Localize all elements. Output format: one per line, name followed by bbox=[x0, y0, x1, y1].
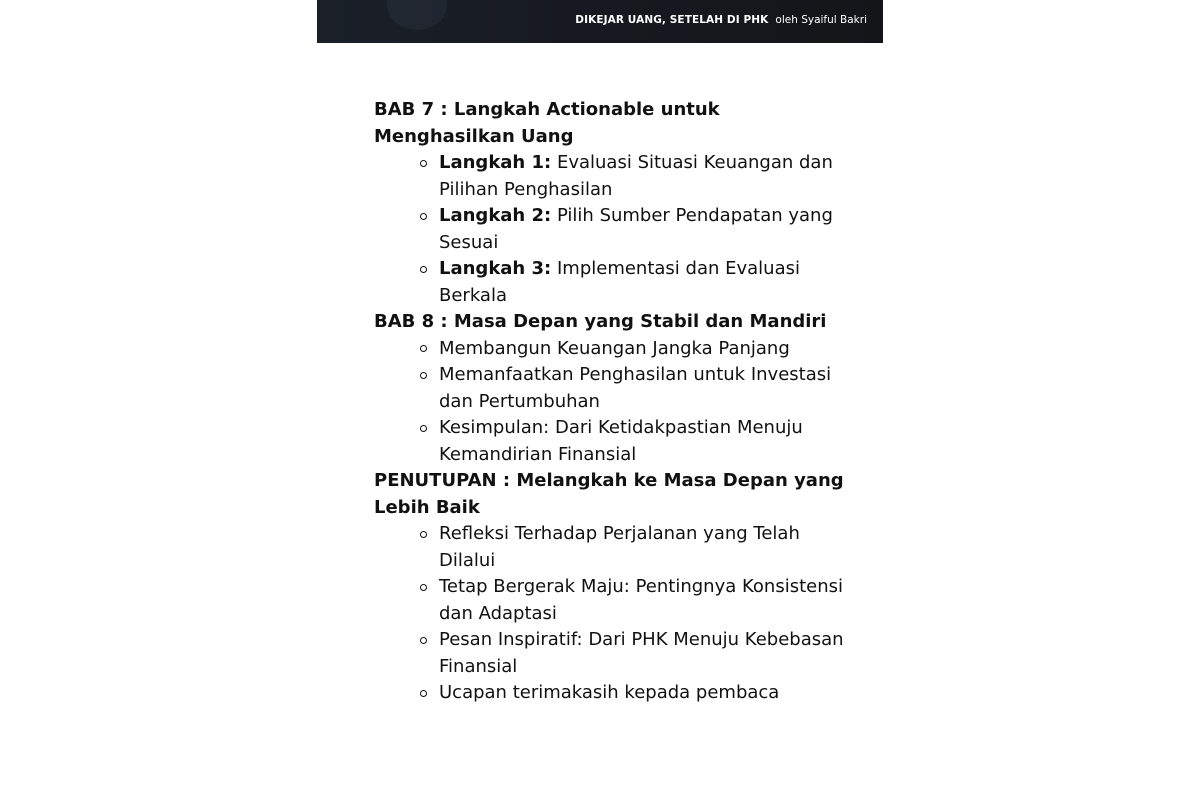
item-text: Implementasi dan Evaluasi Berkala bbox=[439, 258, 800, 306]
list-item bbox=[439, 256, 844, 309]
toc-section-penutupan bbox=[374, 468, 844, 707]
item-text: Ucapan terimakasih kepada pembaca bbox=[439, 682, 780, 703]
list-item bbox=[439, 362, 844, 415]
list-item bbox=[439, 627, 844, 680]
list-item bbox=[439, 574, 844, 627]
document-page bbox=[317, 0, 883, 800]
book-title: DIKEJAR UANG, SETELAH DI PHK bbox=[575, 13, 769, 26]
hollow-circle-bullet-icon bbox=[420, 690, 427, 697]
list-item bbox=[439, 150, 844, 203]
table-of-contents bbox=[374, 97, 844, 707]
toc-section-bab-7 bbox=[374, 97, 844, 309]
cover-photo-fragment bbox=[387, 0, 447, 30]
hollow-circle-bullet-icon bbox=[420, 345, 427, 352]
hollow-circle-bullet-icon bbox=[420, 372, 427, 379]
step-label: Langkah 3: bbox=[439, 258, 552, 279]
chapter-heading: PENUTUPAN : Melangkah ke Masa Depan yang Lebih Baik bbox=[374, 470, 844, 518]
item-text: Membangun Keuangan Jangka Panjang bbox=[439, 337, 790, 359]
book-header-banner bbox=[317, 0, 883, 43]
chapter-item-list bbox=[374, 150, 844, 309]
list-item bbox=[439, 336, 844, 363]
item-text: Tetap Bergerak Maju: Pentingnya Konsistensi dan Adaptasi bbox=[439, 576, 843, 624]
item-text: Evaluasi Situasi Keuangan dan Pilihan Penghasilan bbox=[439, 152, 833, 200]
chapter-item-list bbox=[374, 336, 844, 469]
item-text: Pilih Sumber Pendapatan yang Sesuai bbox=[439, 205, 833, 253]
toc-section-bab-8 bbox=[374, 309, 844, 468]
chapter-heading: BAB 7 : Langkah Actionable untuk Menghasilkan Uang bbox=[374, 99, 720, 147]
hollow-circle-bullet-icon bbox=[420, 531, 427, 538]
item-text: Memanfaatkan Penghasilan untuk Investasi dan Pertumbuhan bbox=[439, 364, 832, 412]
hollow-circle-bullet-icon bbox=[420, 637, 427, 644]
list-item bbox=[439, 521, 844, 574]
list-item bbox=[439, 203, 844, 256]
hollow-circle-bullet-icon bbox=[420, 425, 427, 432]
hollow-circle-bullet-icon bbox=[420, 160, 427, 167]
chapter-heading: BAB 8 : Masa Depan yang Stabil dan Mandiri bbox=[374, 311, 827, 332]
book-author: oleh Syaiful Bakri bbox=[775, 13, 867, 26]
hollow-circle-bullet-icon bbox=[420, 584, 427, 591]
item-text: Kesimpulan: Dari Ketidakpastian Menuju Kemandirian Finansial bbox=[439, 417, 803, 465]
step-label: Langkah 1: bbox=[439, 152, 552, 173]
hollow-circle-bullet-icon bbox=[420, 213, 427, 220]
item-text: Pesan Inspiratif: Dari PHK Menuju Kebebasan Finansial bbox=[439, 629, 844, 677]
chapter-item-list bbox=[374, 521, 844, 707]
item-text: Refleksi Terhadap Perjalanan yang Telah Dilalui bbox=[439, 523, 800, 571]
hollow-circle-bullet-icon bbox=[420, 266, 427, 273]
list-item bbox=[439, 680, 844, 707]
list-item bbox=[439, 415, 844, 468]
step-label: Langkah 2: bbox=[439, 205, 552, 226]
